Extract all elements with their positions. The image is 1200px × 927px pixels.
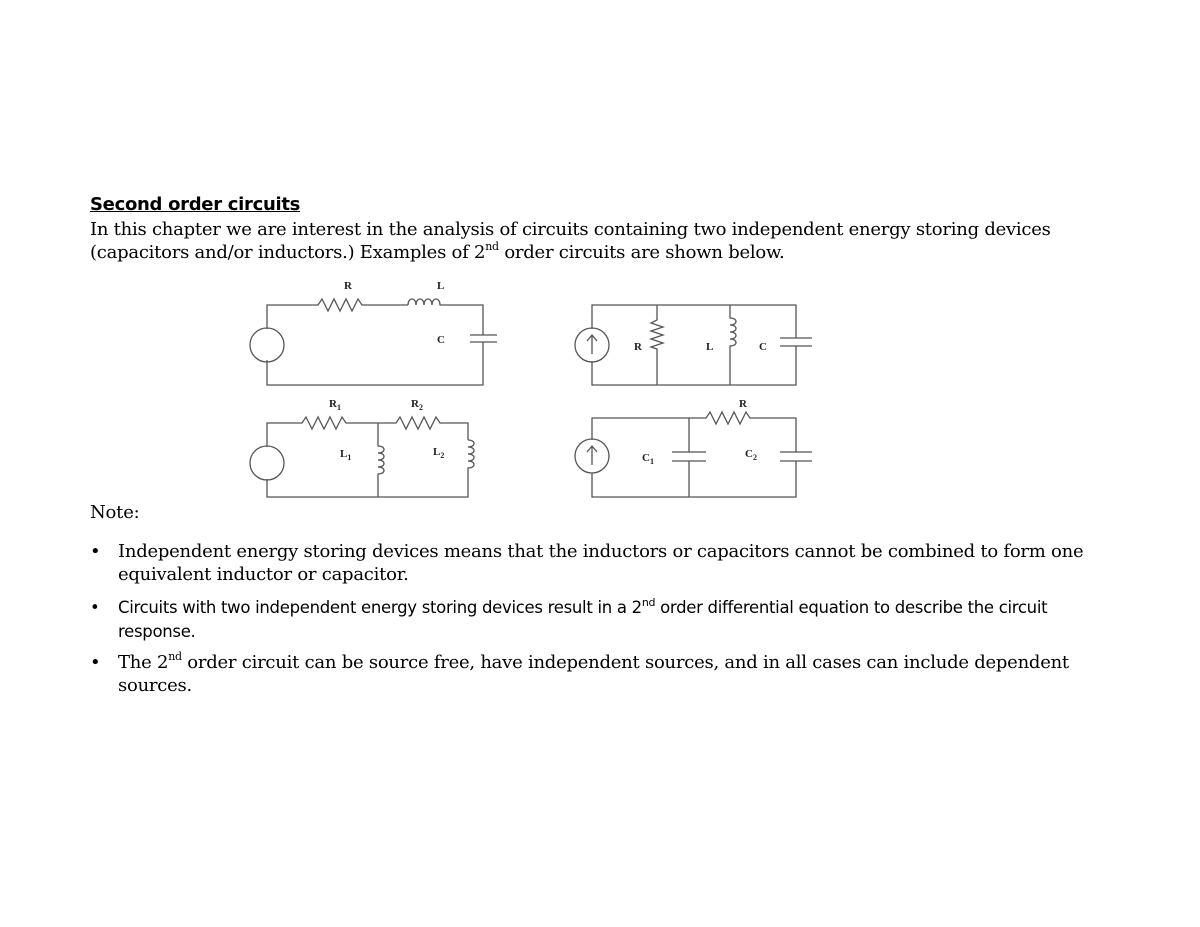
- circuit-examples-figure: [240, 275, 820, 505]
- list-item: [90, 651, 1120, 697]
- intro-superscript: nd: [485, 240, 499, 253]
- circuit-crc: [575, 412, 812, 497]
- notes-list: [90, 540, 1120, 697]
- bullet-superscript: nd: [641, 595, 656, 609]
- bullet-marker: •: [90, 598, 100, 617]
- label-c3-l2: $L_2$: [433, 446, 445, 460]
- label-c1-l: L: [437, 280, 445, 292]
- circuit-parallel-rlc: [575, 305, 812, 385]
- label-c3-l1: $L_1$: [340, 448, 352, 462]
- label-c2-l: L: [706, 341, 714, 353]
- bullet-text-pre: Circuits with two independent energy storing devices result in a 2: [118, 598, 642, 617]
- label-c1-c: C: [437, 334, 445, 346]
- bullet-text-post: order circuit can be source free, have independent sources, and in all cases can include dependent sources.: [118, 652, 1069, 696]
- note-label: Note:: [90, 502, 140, 523]
- label-c2-c: C: [759, 341, 767, 353]
- label-c2-r: R: [634, 341, 642, 353]
- circuit-series-rlc: [250, 299, 497, 385]
- intro-paragraph: [90, 218, 1120, 264]
- intro-text-part2: order circuits are shown below.: [498, 242, 785, 263]
- label-c1-r: R: [344, 280, 352, 292]
- list-item: [90, 540, 1120, 586]
- label-c3-r1: $R_1$: [329, 398, 341, 412]
- bullet-text-post: order differential equation to describe the circuit response.: [118, 598, 1048, 641]
- label-c4-r: R: [739, 398, 747, 410]
- label-c3-r2: $R_2$: [411, 398, 423, 412]
- intro-text-part1: In this chapter we are interest in the analysis of circuits containing two independent energy storing devices (capacitors and/or inductors.) Examples of 2: [90, 219, 1051, 263]
- bullet-text: Independent energy storing devices means that the inductors or capacitors cannot be combined to form one equivalent inductor or capacitor.: [118, 541, 1084, 585]
- section-title: Second order circuits: [90, 194, 301, 215]
- bullet-marker: •: [90, 541, 101, 562]
- bullet-marker: •: [90, 652, 101, 673]
- bullet-text-pre: The 2: [118, 652, 169, 673]
- label-c4-c2: $C_2$: [745, 448, 757, 462]
- bullet-superscript: nd: [168, 650, 182, 663]
- list-item: [90, 596, 1120, 644]
- label-c4-c1: $C_1$: [642, 452, 654, 466]
